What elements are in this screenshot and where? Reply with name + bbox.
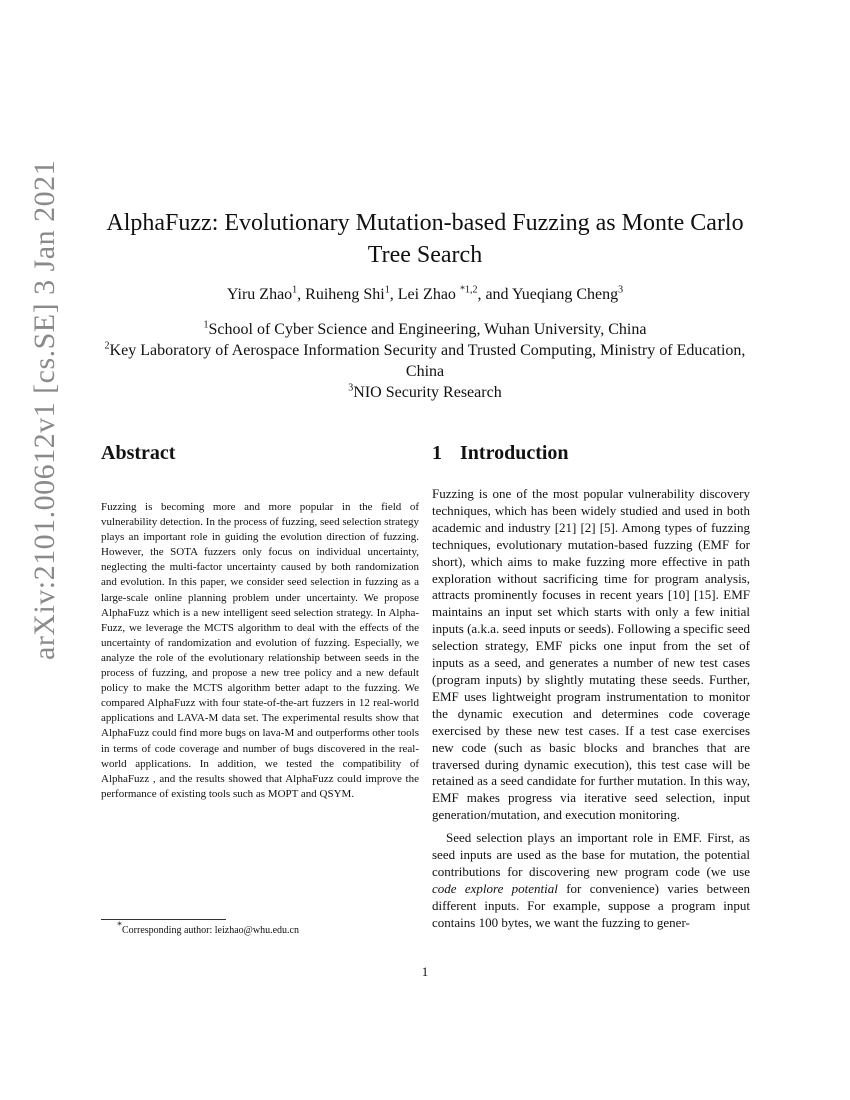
introduction-body (432, 486, 750, 932)
affiliation-text: Key Laboratory of Aerospace Information Security and Trusted Computing, Ministry of Education, China (109, 342, 746, 380)
abstract-body: Fuzzing is becoming more and more popular in the field of vulnerability detection. In the process of fuzzing, seed selection strategy plays an important role in guiding the evolution direction of fuzzing. However, the SOTA fuzzers only focus on individual uncertainty, neglecting the multi-factor uncertainty caused by both randomization and evolution. In this paper, we consider seed selection in fuzzing as a large-scale online planning problem under uncertainty. We propose AlphaFuzz which is a new intelligent seed selection strategy. In Alpha-Fuzz, we leverage the MCTS algorithm to deal with the effects of the uncertainty of randomization and evolution of fuzzing. Especially, we analyze the role of the evolutionary relationship between seeds in the process of fuzzing, and propose a new tree policy and a new default policy to make the MCTS algorithm better adapt to the fuzzing. We compared AlphaFuzz with four state-of-the-art fuzzers in 12 real-world applications and LAVA-M data set. The experimental results show that AlphaFuzz could find more bugs on lava-M and outperforms other tools in terms of code coverage and number of bugs discovered in the real-world applications. In addition, we tested the compatibility of AlphaFuzz , and the results showed that AlphaFuzz could improve the performance of existing tools such as MOPT and QSYM. (101, 501, 419, 800)
intro-paragraph-1: Fuzzing is one of the most popular vulnerability discovery techniques, which has been widely studied and used in both academic and industry [21] [2] [5]. Among types of fuzzing techniques, evolutionary mutation-based fuzzing (EMF for short), which aims to make fuzzing more effective in path exploration without sacrificing time for program analysis, attracts prominently focuses in recent years [10] [15]. EMF maintains an input set which starts with only a few initial inputs (a.k.a. seed inputs or seeds). Following a specific seed selection strategy, EMF picks one input from the set of inputs as a seed, and generates a number of new test cases (program inputs) by slightly mutating these seeds. Further, EMF uses lightweight program instrumentation to monitor the dynamic execution and determines code coverage exercised by these new test cases. If a test case exercises new code (such as basic blocks and branches that are traversed during dynamic execution), this test case will be retained as a seed candidate for further mutation. In this way, EMF makes progress via iterative seed selection, input generation/mutation, and execution monitoring. (432, 486, 750, 823)
footnote-mark: * (117, 920, 122, 932)
abstract-section (101, 440, 419, 802)
affiliation-mark: 3 (348, 382, 354, 394)
intro-paragraph-2-text-cont: for convenience) varies between different inputs. For example, suppose a program input contains 100 bytes, we want the fuzzing to gener- (432, 880, 750, 930)
author-name: Yueqiang Cheng (511, 286, 619, 303)
affiliation-list (95, 319, 755, 403)
author-separator: , (389, 286, 398, 303)
author-name: Yiru Zhao (226, 286, 293, 303)
author-separator: , (297, 286, 306, 303)
introduction-heading (432, 440, 750, 466)
paper-title: AlphaFuzz: Evolutionary Mutation-based Fuzzing as Monte Carlo Tree Search (106, 210, 744, 268)
author-affil-mark: 1 (384, 284, 390, 296)
author-affil-mark: 1 (292, 284, 298, 296)
affiliation-text: NIO Security Research (353, 384, 502, 401)
affiliation-mark: 1 (203, 319, 209, 331)
footnote-text: Corresponding author: leizhao@whu.edu.cn (122, 925, 299, 936)
page-number: 1 (421, 964, 429, 979)
author-name: Ruiheng Shi (305, 286, 385, 303)
affiliation (95, 319, 755, 340)
section-title: Introduction (460, 442, 569, 464)
footnote (117, 920, 299, 936)
abstract-heading: Abstract (101, 442, 176, 464)
author-affil-mark: 3 (618, 284, 624, 296)
affiliation-text: School of Cyber Science and Engineering, Wuhan University, China (208, 321, 647, 338)
section-number: 1 (432, 442, 442, 464)
arxiv-identifier-stamp: arXiv:2101.00612v1 [cs.SE] 3 Jan 2021 (28, 159, 61, 660)
intro-paragraph-2-text: Seed selection plays an important role in EMF. First, as seed inputs are used as the base for mutation, the potential contributions for discovering new program code (we use (432, 830, 750, 879)
author-separator: , and (477, 286, 512, 303)
author-name: Lei Zhao (397, 286, 460, 303)
affiliation-mark: 2 (104, 340, 110, 352)
introduction-section (432, 440, 750, 932)
author-affil-mark: *1,2 (459, 284, 478, 296)
intro-emphasis: code explore potential (432, 880, 558, 896)
affiliation (95, 382, 755, 403)
intro-paragraph-2 (432, 830, 750, 931)
author-list (95, 286, 755, 304)
affiliation (95, 340, 755, 382)
